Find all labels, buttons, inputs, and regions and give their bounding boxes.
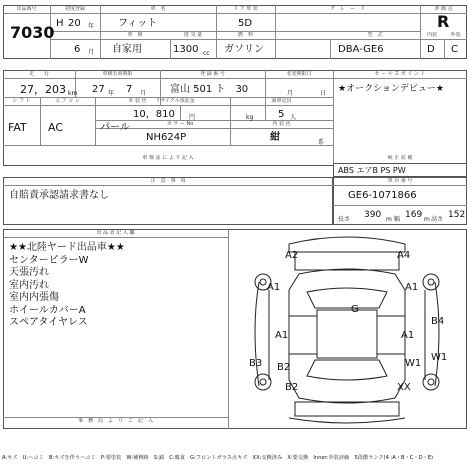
- year-unit: 年: [88, 23, 95, 30]
- damage-mark: A1: [405, 282, 419, 293]
- interior-color-unit: 系: [318, 139, 325, 146]
- cc-unit: cc: [203, 50, 210, 57]
- cc-label: 排 気 量: [183, 32, 203, 38]
- capacity-label: 乗車定員: [271, 98, 292, 104]
- sales-point-label: セ ー ル ス ポ イ ン ト: [374, 71, 426, 77]
- recycle-unit: 円: [189, 114, 196, 121]
- damage-mark: A4: [397, 250, 411, 261]
- inspector-note: 室内汚れ: [9, 279, 49, 291]
- damage-mark: G: [351, 304, 359, 315]
- shaken-month-value: 7: [126, 84, 133, 95]
- inspector-note: センターピラーW: [9, 254, 89, 266]
- footer-legend: A:キズ U:ヘコミ B:キズを伴うヘコミ P:要塗装 W:補修跡 S:錆 C:腐食 G:フロントガラス点キズ XX:交換済み X:要交換 Inner:外装評価 5段階ランク(4 :A・B・C・D・E): [2, 455, 434, 461]
- recycle-label: リサイクル預託金: [155, 98, 195, 104]
- inspector-note: 室内内張傷: [9, 292, 59, 303]
- ac-label: エ ア コ ン: [55, 98, 80, 104]
- size-len-unit: m: [386, 216, 392, 223]
- damage-mark: A2: [285, 250, 299, 261]
- damage-mark: W1: [431, 352, 448, 363]
- plate-label: 登 録 番 号: [200, 71, 225, 77]
- inspector-note: スペアタイヤレス: [9, 317, 88, 328]
- cc-value: 1300: [173, 44, 199, 55]
- size-len-label: 長さ: [338, 216, 351, 223]
- era-value: H: [56, 18, 64, 29]
- notes-label: 注 意 事 項: [150, 178, 186, 184]
- shaken-year-unit: 年: [108, 90, 115, 97]
- equip-value: ABS エアB PS PW: [338, 166, 406, 175]
- car-name-value: フィット: [118, 18, 158, 29]
- interior-color-value: 紺: [270, 132, 280, 143]
- eval-score-value: R: [437, 12, 450, 31]
- interior-label: 内装: [426, 32, 437, 38]
- sales-point-value: ★オークションデビュー★: [338, 84, 444, 94]
- options-label: 外 装 色: [128, 98, 147, 104]
- damage-mark: B2: [285, 382, 299, 393]
- mileage-value: 27，203: [20, 83, 66, 96]
- inspector-notes: [9, 242, 125, 330]
- year-value: 20: [68, 18, 81, 29]
- first-reg-label: 初度登録: [64, 6, 85, 12]
- name-change-day: 日: [320, 90, 327, 97]
- damage-mark: W1: [405, 358, 422, 369]
- damage-mark: B2: [277, 362, 291, 373]
- use-value: 自家用: [112, 44, 142, 55]
- damage-mark: A1: [401, 330, 415, 341]
- inspector-note: ホイールカバーA: [9, 304, 86, 316]
- capacity-value: 5: [278, 109, 285, 120]
- chassis-value: GE6-1071866: [348, 190, 417, 201]
- shift-value: FAT: [8, 121, 27, 134]
- plate-value: 富山 501 ト 30: [170, 84, 249, 95]
- exterior-grade-value: C: [451, 44, 458, 55]
- size-wid-label: 幅: [394, 216, 401, 223]
- door-label: ド ア 形 状: [233, 6, 258, 12]
- dealer-label: 車 検 証 に よ り 記 入: [142, 155, 194, 161]
- exterior-label: 外装: [450, 32, 461, 38]
- damage-mark: A1: [275, 330, 289, 341]
- eval-label: 評 価 点: [434, 6, 453, 12]
- shaken-label: 車 検: [127, 32, 143, 38]
- damage-mark: XX: [397, 382, 411, 393]
- model-label: 型 式: [367, 32, 383, 38]
- car-name-label: 車 名: [150, 6, 166, 12]
- footer-head-label: 事 務 局 よ り ご 記 入: [77, 418, 153, 424]
- chassis-label: 車 台 番 号: [387, 178, 413, 184]
- interior-grade-value: D: [427, 44, 435, 55]
- car-damage-diagram: [229, 230, 466, 428]
- color-no-value: NH624P: [146, 132, 187, 143]
- registration-label: 名変期限日: [286, 71, 312, 77]
- interior-color-label: 内 装 色: [272, 121, 291, 127]
- recycle-value: 10，810: [133, 109, 175, 120]
- shaken-exp-label: 車検有効期限: [102, 71, 133, 77]
- damage-mark: A1: [267, 282, 281, 293]
- mileage-label: 走 行: [28, 71, 49, 77]
- month-value: 6: [74, 44, 81, 55]
- notes-value: 自賠責承認請求書なし: [9, 190, 109, 201]
- inspector-note: 天張汚れ: [9, 267, 49, 278]
- size-hgt-value: 152: [448, 210, 466, 220]
- size-hgt-label: 高さ: [431, 216, 444, 223]
- inspector-note: ★★北陸ヤード出品車★★: [9, 242, 125, 253]
- grade-label: グ レ ー ド: [329, 6, 365, 12]
- fuel-value: ガソリン: [224, 44, 264, 55]
- weight-unit: kg: [246, 114, 254, 121]
- inspector-label: 出 品 者 記 入 欄: [96, 230, 135, 236]
- model-value: DBA-GE6: [338, 44, 384, 55]
- damage-mark: B4: [431, 316, 445, 327]
- mileage-unit: km: [68, 90, 78, 97]
- size-wid-value: 169: [405, 210, 423, 220]
- lot-no-value: 7030: [10, 23, 55, 42]
- ac-value: AC: [48, 121, 64, 134]
- shift-label: シ フ ト: [12, 98, 31, 104]
- shaken-year-value: 27: [92, 84, 105, 95]
- door-value: 5D: [238, 18, 253, 29]
- month-unit: 月: [88, 49, 95, 56]
- damage-mark: B3: [249, 358, 263, 369]
- name-change-month: 月: [287, 90, 294, 97]
- capacity-unit: 人: [290, 114, 297, 121]
- shaken-month-unit: 月: [140, 90, 147, 97]
- fuel-label: 燃 料: [237, 32, 253, 38]
- equip-label: 純 正 装 備: [387, 155, 413, 161]
- options-value-shown: パール: [100, 122, 130, 133]
- size-wid-unit: m: [424, 216, 430, 223]
- lot-no-label: 出品番号: [16, 6, 37, 12]
- color-no-label-shown: カ ラ ー No: [166, 121, 194, 127]
- size-len-value: 390: [364, 210, 382, 220]
